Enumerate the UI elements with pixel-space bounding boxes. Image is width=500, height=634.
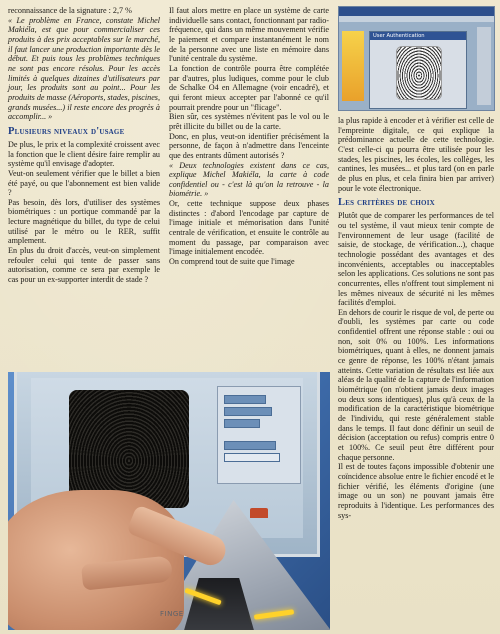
paragraph: reconnaissance de la signature : 2,7 % <box>8 6 132 15</box>
title-bar <box>339 7 494 16</box>
paragraph: Donc, en plus, veut-on identifier précisément la personne, de façon à n'admettre dans l'enceinte que des entrants dûment autorisés ? <box>169 131 329 160</box>
device-brand-label: FINGE <box>160 610 184 618</box>
paragraph: En plus du droit d'accès, veut-on simplement refouler celui qui tente de passer sans autorisation, comme ce sera par exemple le cas pour un ex-supporter interdit de stade ? <box>8 246 160 285</box>
software-dialog <box>217 386 301 484</box>
quote-paragraph: « Le problème en France, constate Michel Makiéla, est que pour commercialiser ces produits à des prix acceptables sur le marché, il faut lancer une production importante dès le début. Et puis tous les problèmes techniques ne sont pas encore résolus. Pour les accès limités à quelques dizaines d'utilisateurs par jour, les produits sont au point... Pour les produits de masse (Aéroports, stades, piscines, grands musées...) il reste encore des progrès à accomplir... » <box>8 15 160 122</box>
authentication-window <box>369 31 467 109</box>
paragraph: Or, cette technique suppose deux phases distinctes : d'abord l'encodage par capture de l'image initiale et mémorisation dans l'unité centrale de vérification, et ensuite le contrôle au moment du passage, par comparaison avec l'image initialement encodée. <box>169 199 329 257</box>
sidebar-graphic <box>342 31 364 101</box>
paragraph: Plutôt que de comparer les performances de tel ou tel système, il vaut mieux tenir compte de l'environnement de leur usage (facilité de saisie, de stockage, de vérification...), chaque technologie possédant des avantages et des inconvénients, acceptables ou inacceptables selon les applications. Ces solutions ne sont pas concurrentes, elles n'offrent tout simplement ni les mêmes niveaux de sécurité ni les mêmes facilités d'emploi. <box>338 211 494 308</box>
paragraph: En dehors de courir le risque de vol, de perte ou d'oubli, les systèmes par carte ou code confidentiel offrent une réponse stable : oui ou non, soit 0% ou 100%. Les informations biométriques, quant à elles, ne donnent jamais ce genre de réponse, les 100% n'étant jamais atteints. Cette variation de résultats est liée aux aléas de la qualité de la capture de l'information biométrique (on n'obtient jamais deux images ou deux sons identiques), plus qu'à ceux de la modification de la caractéristique biométrique de l'individu, qui reste généralement stable dans le temps. Il faut donc définir un seuil de décision (acceptation ou refus) compris entre 0 et 100%. Ce seuil peut être différent pour chaque personne. <box>338 307 494 462</box>
column-2 <box>169 6 329 267</box>
paragraph: De plus, le prix et la complexité croissent avec la fonction que le client désire faire remplir au système qu'il envisage d'adopter. <box>8 139 160 169</box>
fingerprint-reader-photo <box>8 372 330 630</box>
section-heading: Plusieurs niveaux d'usage <box>8 125 125 137</box>
column-3 <box>338 116 494 520</box>
menu-bar <box>339 16 494 22</box>
paragraph: Veut-on seulement vérifier que le billet a bien été payé, ou que l'abonnement est bien valide ? <box>8 168 160 198</box>
dialog-field <box>224 407 272 416</box>
fingerprint-icon <box>396 46 442 100</box>
column-1 <box>8 6 160 285</box>
dialog-field <box>224 395 266 404</box>
paragraph: On comprend tout de suite que l'image <box>169 257 295 267</box>
paragraph: Il faut alors mettre en place un système de carte individuelle sans contact, fonctionnant par radio-fréquence, qui dans un même mouvement vérifie le paiement et compare instantanément le nom de la personne avec une liste en mémoire dans l'unité centrale du système. <box>169 6 329 64</box>
paragraph: Pas besoin, dès lors, d'utiliser des systèmes biométriques : un portique commandé par la lecture magnétique du billet, du type de celui utilisé par le métro ou le RER, suffit amplement. <box>8 197 160 246</box>
device-indicator <box>250 508 268 518</box>
dialog-field <box>224 441 276 450</box>
paragraph: Bien sûr, ces systèmes n'évitent pas le vol ou le prêt illicite du billet ou de la carte. <box>169 112 329 131</box>
window-title: User Authentication <box>370 32 466 40</box>
paragraph: Il est de toutes façons impossible d'obtenir une coïncidence absolue entre le fichier encodé et le fichier vérifié, les éléments d'origine (une image ou un son) ne pouvant jamais être reproduits à l'identique. Les performances des sys- <box>338 462 494 520</box>
paragraph: La fonction de contrôle pourra être complétée par d'autres, plus ludiques, comme pour le club de Schalke O4 en Allemagne (voir encadré), et qui feront mieux accepter par l'abonné ce qu'il pourrait prendre pour un "flicage". <box>169 63 329 112</box>
toolbar-strip <box>477 27 491 105</box>
quote-paragraph: « Deux technologies existent dans ce cas, explique Michel Makiéla, la carte à code confidentiel ou - c'est là qu'on la retrouve - la biométrie. » <box>169 160 329 199</box>
paragraph: la plus rapide à encoder et à vérifier est celle de l'empreinte digitale, ce qui explique la prédominance actuelle de cette technologie. C'est celle-ci qu pourra être utilisée pour les stades, les piscines, les écoles, les collèges, les cantines, les musées... et plus tard (on en parle de plus en plus, et cela finira bien par arriver) pour le vote électronique. <box>338 116 494 193</box>
software-screenshot-image <box>338 6 495 111</box>
dialog-field <box>224 419 260 428</box>
dialog-field <box>224 453 280 462</box>
section-heading: Les critères de choix <box>338 197 435 209</box>
